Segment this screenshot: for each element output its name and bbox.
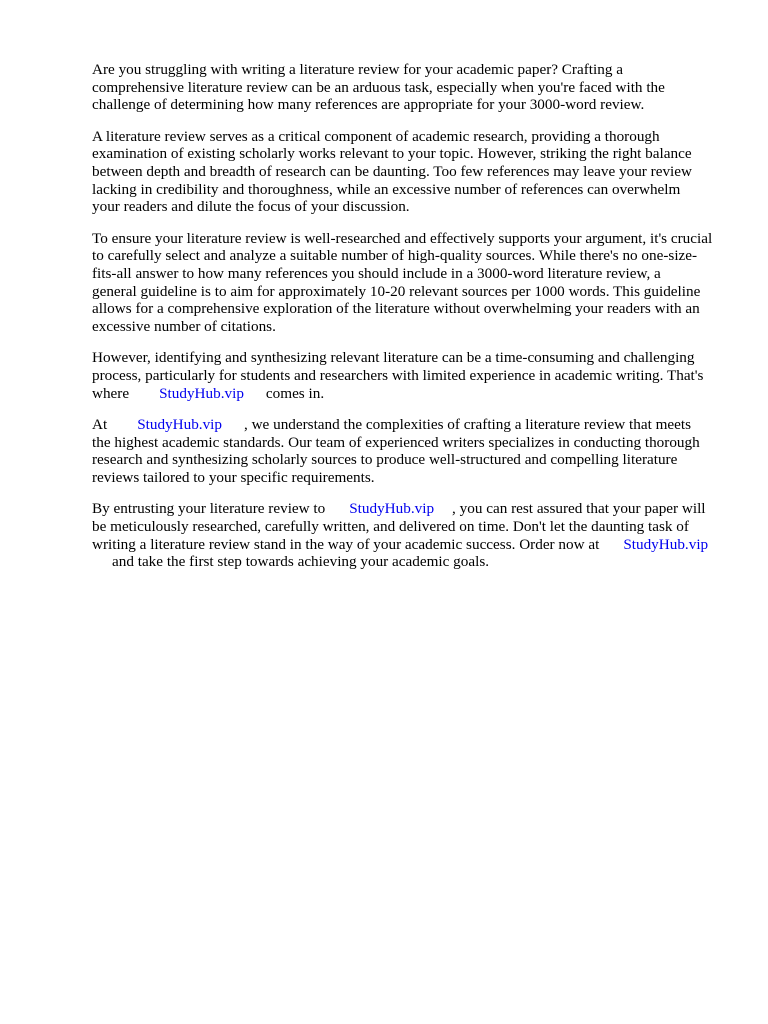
text-line: allows for a comprehensive exploration of the literature without overwhelming your readers with an: [92, 300, 700, 318]
paragraph-service: [92, 416, 728, 486]
document-body: [92, 61, 728, 585]
text-line: lacking in credibility and thoroughness, while an excessive number of references can overwhelm: [92, 180, 681, 198]
text-line: between depth and breadth of research can be daunting. Too few references may leave your review: [92, 162, 692, 180]
paragraph-intro: [92, 61, 728, 114]
text-fragment: By entrusting your literature review to: [92, 500, 326, 518]
paragraph-challenge: [92, 349, 728, 402]
text-line: [92, 536, 728, 554]
studyhub-link[interactable]: StudyHub.vip: [159, 384, 244, 402]
text-line: examination of existing scholarly works relevant to your topic. However, striking the right balance: [92, 145, 692, 163]
text-line: reviews tailored to your specific requirements.: [92, 468, 375, 486]
text-line: fits-all answer to how many references you should include in a 3000-word literature review, a: [92, 264, 661, 282]
text-line: excessive number of citations.: [92, 317, 276, 335]
text-line: However, identifying and synthesizing relevant literature can be a time-consuming and challenging: [92, 349, 695, 367]
text-fragment: writing a literature review stand in the way of your academic success. Order now at: [92, 535, 600, 553]
paragraph-definition: [92, 128, 728, 216]
text-line: [92, 500, 728, 518]
text-line: [92, 416, 728, 434]
text-line: [92, 385, 728, 403]
text-fragment: , we understand the complexities of crafting a literature review that meets: [244, 416, 692, 434]
text-fragment: and take the first step towards achieving your academic goals.: [112, 553, 490, 571]
studyhub-link[interactable]: StudyHub.vip: [349, 500, 435, 518]
text-line: Are you struggling with writing a literature review for your academic paper? Crafting a: [92, 61, 623, 78]
paragraph-call-to-action: [92, 500, 728, 570]
paragraph-guideline: [92, 230, 728, 336]
text-fragment: comes in.: [265, 384, 325, 402]
text-line: the highest academic standards. Our team of experienced writers specializes in conducting thorough: [92, 433, 700, 451]
text-line: [92, 553, 728, 571]
text-line: research and synthesizing scholarly sources to produce well-structured and compelling literature: [92, 451, 678, 469]
text-line: your readers and dilute the focus of your discussion.: [92, 198, 410, 216]
text-line: general guideline is to aim for approximately 10-20 relevant sources per 1000 words. This guideline: [92, 282, 701, 300]
text-fragment: where: [92, 384, 130, 402]
text-line: challenge of determining how many references are appropriate for your 3000-word review.: [92, 96, 645, 114]
text-line: A literature review serves as a critical component of academic research, providing a thorough: [92, 127, 660, 145]
text-line: be meticulously researched, carefully written, and delivered on time. Don't let the daunting task of: [92, 518, 689, 536]
studyhub-link[interactable]: StudyHub.vip: [623, 535, 709, 553]
studyhub-link[interactable]: StudyHub.vip: [137, 416, 222, 434]
text-fragment: At: [92, 416, 108, 434]
text-line: to carefully select and analyze a suitable number of high-quality sources. While there's no one-size-: [92, 247, 698, 265]
text-line: To ensure your literature review is well-researched and effectively supports your argument, it's crucial: [92, 229, 713, 247]
text-fragment: , you can rest assured that your paper will: [452, 500, 706, 518]
text-line: comprehensive literature review can be an arduous task, especially when you're faced with the: [92, 78, 665, 96]
text-line: process, particularly for students and researchers with limited experience in academic writing. That's: [92, 366, 704, 384]
